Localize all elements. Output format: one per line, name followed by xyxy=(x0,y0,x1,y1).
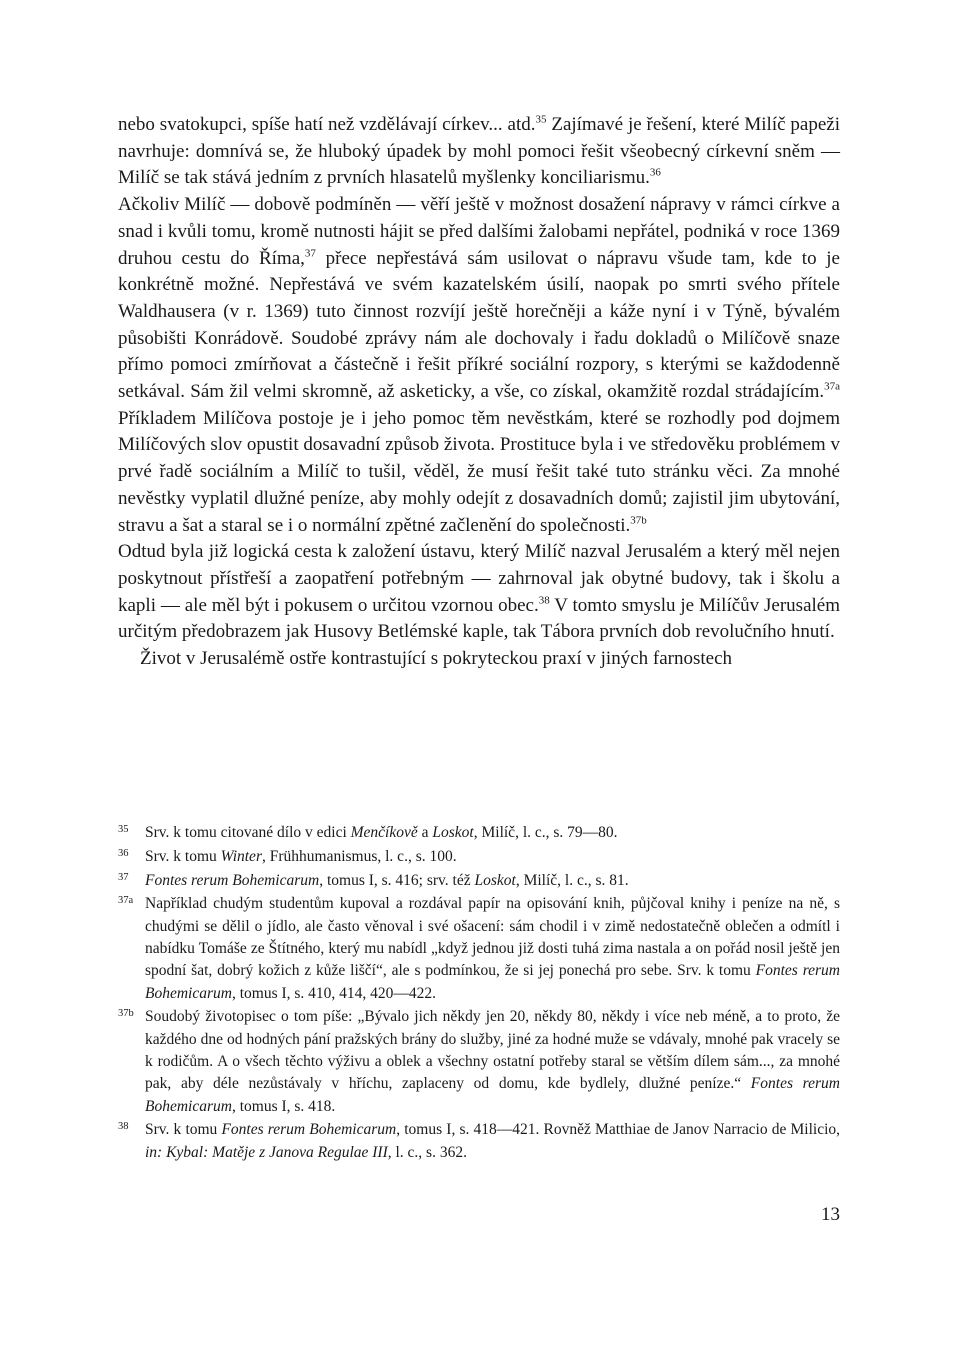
footnote-ref-38[interactable]: 38 xyxy=(538,594,550,607)
footnote-ref-37b[interactable]: 37b xyxy=(630,514,647,527)
footnote-italic-run: Menčíkově xyxy=(350,824,418,841)
footnote-text-run: , tomus I, s. 416; srv. též xyxy=(319,871,475,889)
footnote-text xyxy=(145,870,840,892)
footnote-text-run: , Frühhumanismus, l. c., s. 100. xyxy=(261,847,457,865)
footnotes xyxy=(118,822,840,1165)
page-number: 13 xyxy=(821,1204,840,1225)
text-run: Zajímavé je řešení, které Milíč papeži navrhuje: domnívá se, že hluboký úpadek by mohl pomoci řešit všeobecný církevní sněm — Milíč se tak stává jedním z prvních hlasatelů myšlenky konciliarismu. xyxy=(118,114,840,189)
footnote-italic-run: Fontes rerum Bohemicarum xyxy=(145,1075,840,1115)
footnote-italic-run: Fontes rerum Bohemicarum xyxy=(145,871,320,889)
footnote-text-run: , tomus I, s. 418—421. Rovněž Matthiae de Janov Narracio de Milicio, xyxy=(396,1121,841,1139)
footnote-italic-run: Fontes rerum Bohemicarum xyxy=(221,1121,397,1139)
text-run: Život v Jerusalémě ostře kontrastující s pokryteckou praxí v jiných farnostech xyxy=(140,648,733,670)
footnote-text-run: a xyxy=(417,824,433,841)
footnote-number: 36 xyxy=(118,847,129,859)
paragraph-4 xyxy=(118,646,840,673)
footnote-italic-run: Loskot xyxy=(474,871,516,889)
footnote-ref-36[interactable]: 36 xyxy=(649,167,661,180)
footnote-text-run: Srv. k tomu xyxy=(145,847,221,865)
footnote-number: 37b xyxy=(118,1008,134,1020)
footnote-text-run: , tomus I, s. 410, 414, 420—422. xyxy=(231,984,437,1002)
footnote-text xyxy=(145,822,840,844)
main-text xyxy=(118,112,840,673)
footnote-italic-run: Loskot xyxy=(432,824,474,841)
footnote xyxy=(118,846,840,868)
footnote-text xyxy=(145,846,840,868)
footnote-number: 37a xyxy=(118,895,134,907)
footnote-number: 37 xyxy=(118,871,129,883)
footnote-italic-run: in: Kybal: Matěje z Janova Regulae III xyxy=(145,1143,388,1161)
footnote-number: 35 xyxy=(118,824,129,835)
footnote xyxy=(118,870,840,892)
paragraph-2 xyxy=(118,192,840,539)
footnote-text-run: , tomus I, s. 418. xyxy=(231,1097,336,1115)
footnote-ref-37[interactable]: 37 xyxy=(304,247,316,260)
footnote-text-run: , Milíč, l. c., s. 81. xyxy=(515,871,629,889)
footnote-text-run: Srv. k tomu citované dílo v edici xyxy=(145,824,351,841)
footnote-text-run: Srv. k tomu xyxy=(145,1121,222,1139)
footnote-text xyxy=(145,1119,840,1164)
footnote xyxy=(118,1119,840,1164)
footnote-text-run: , Milíč, l. c., s. 79—80. xyxy=(473,824,618,841)
footnote-text xyxy=(145,893,840,1004)
text-run: V tomto smyslu je Milíčův Jerusalém určitým předobrazem jak Husovy Betlémské kaple, tak Tábora prvních dob revolučního hnutí. xyxy=(118,594,840,643)
text-run: nebo svatokupci, spíše hatí než vzdělávají církev... atd. xyxy=(118,114,536,135)
footnote-text-run: , l. c., s. 362. xyxy=(387,1143,467,1161)
footnote-number: 38 xyxy=(118,1121,129,1133)
text-run: Příkladem Milíčova postoje je i jeho pomoc těm nevěstkám, které se rozhodly pod dojmem Milíčových slov opustit dosavadní způsob života. Prostituce byla i ve středověku problémem v prvé řadě sociálním a Milíč to tušil, věděl, že musí řešit také tuto stránku věci. Za mnohé nevěstky vyplatil dlužné peníze, aby mohly odejít z dosavadních domů; zajistil jim ubytování, stravu a šat a staral se i o normální zpětné začlenění do společnosti. xyxy=(118,407,840,536)
footnote xyxy=(118,1006,840,1117)
footnote xyxy=(118,893,840,1004)
footnote-text-run: Například chudým studentům kupoval a rozdával papír na opisování knih, půjčoval knihy i peníze na ně, s chudými se dělil o jídlo, ale často věnoval i své ošacení: sám chodil i v zimě nedostatečně oblečen a odmítl i nabídku Tomáše ze Štítného, který mu nabídl „když jednou již dosti tuhá zima nastala a on pořád nosil ještě jen spodní šat, dobrý kožich z kůže liščí“, ale s podmínkou, že si jej ponechá pro sebe. Srv. k tomu xyxy=(145,895,840,980)
text-run: Ačkoliv Milíč — dobově podmíněn — věří ještě v možnost dosažení nápravy v rámci církve a snad i kvůli tomu, kromě nutnosti hájit se před dalšími žalobami nepřátel, podniká v roce 1369 druhou cestu do Říma, xyxy=(118,194,840,269)
footnote-italic-run: Winter xyxy=(220,847,262,865)
footnote-text-run: Soudobý životopisec o tom píše: „Bývalo jich někdy jen 20, někdy 80, někdy i více neb méně, a to proto, že každého dne od hodných pání pražských brány do služby, jiné za hodné muže se vdávaly, mnohé pak vracely se k rodičům. A o všech těchto výživu a oblek a všechny ostatní potřeby staral se větším dílem sám..., za mnohé pak, aby déle nezůstávaly v hříchu, zaplaceny od domu, kde bydlely, dlužné peníze.“ xyxy=(145,1008,840,1093)
text-run: přece nepřestává sám usilovat o nápravu všude tam, kde to je konkrétně možné. Nepřestává ve svém kazatelském úsilí, naopak po smrti svého přítele Waldhausera (v r. 1369) tuto činnost rozvíjí ještě horečněji a káže nyní i v Týně, bývalém působišti Konrádově. Soudobé zprávy nám ale dochovaly i řadu dokladů o Milíčově snaze přímo pomoci zmírňovat a částečně i řešit příkré sociální rozpory, s kterými se každodenně setkával. Sám žil velmi skromně, až asketicky, a vše, co získal, okamžitě rozdal strádajícím. xyxy=(118,247,840,403)
paragraph-3 xyxy=(118,539,840,646)
footnote-text xyxy=(145,1006,840,1117)
footnote-italic-run: Fontes rerum Bohemicarum xyxy=(145,962,841,1002)
footnote xyxy=(118,822,840,844)
footnote-ref-35[interactable]: 35 xyxy=(535,113,547,126)
paragraph-1 xyxy=(118,112,840,192)
text-run: Odtud byla již logická cesta k založení ústavu, který Milíč nazval Jerusalém a který měl nejen poskytnout přístřeší a zaopatření potřebným — zahrnoval jak obytné budovy, tak i školu a kapli — ale měl být i pokusem o určitou vzornou obec. xyxy=(118,541,840,616)
footnote-ref-37a[interactable]: 37a xyxy=(824,380,840,393)
